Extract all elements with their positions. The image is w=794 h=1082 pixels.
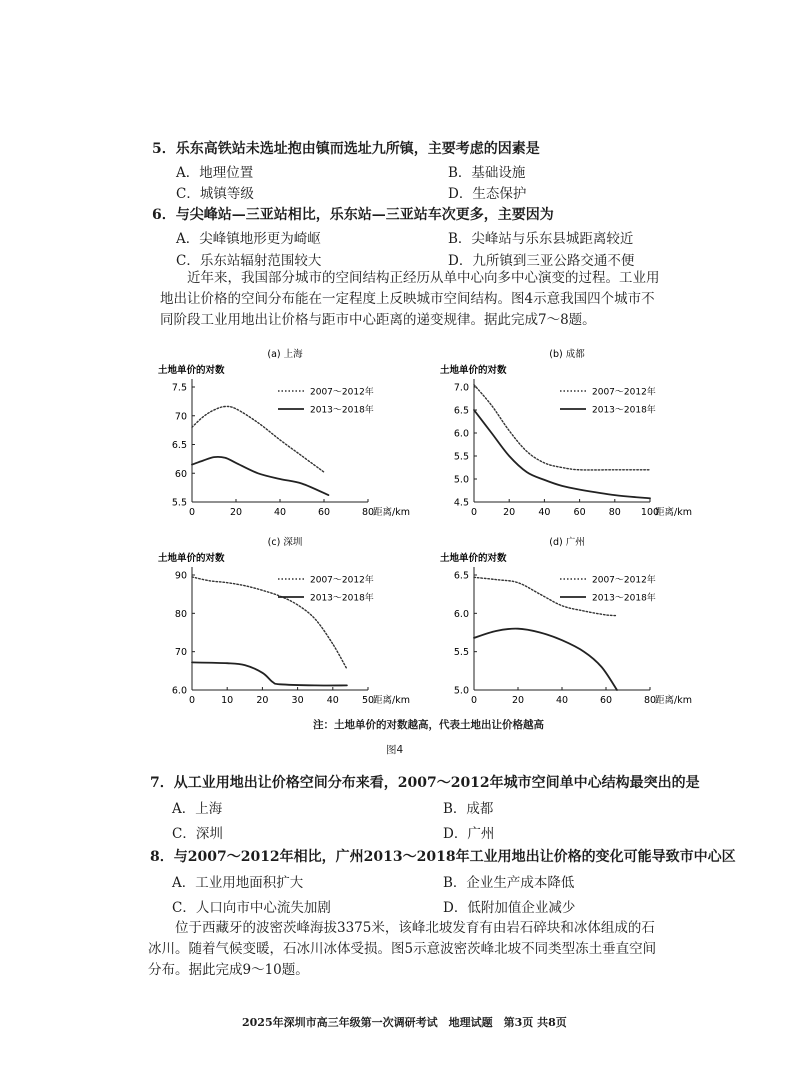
question-5-option-b: B．基础设施 [448,165,526,181]
legend-label-1: 2007～2012年 [592,387,656,398]
x-tick-label: 20 [256,695,269,706]
chart-title: (a) 上海 [267,349,303,360]
y-tick-label: 5.0 [453,685,469,697]
y-tick-label: 70 [174,647,187,659]
legend-label-2: 2013～2018年 [310,593,374,604]
x-tick-label: 100 [640,507,660,518]
x-axis-label: 距离/km [373,695,410,706]
question-6-option-d: D．九所镇到三亚公路交通不便 [448,253,635,269]
x-axis-label: 距离/km [655,507,692,518]
y-tick-label: 6.0 [453,428,469,440]
x-tick-label: 80 [608,507,621,518]
legend-label-2: 2013～2018年 [592,405,656,416]
y-axis-label: 土地单价的对数 [440,365,507,376]
x-tick-label: 80 [361,507,375,518]
x-tick-label: 10 [221,695,234,706]
x-tick-label: 60 [317,507,331,518]
legend-label-1: 2007～2012年 [310,575,374,586]
y-tick-label: 6.5 [171,440,187,451]
question-8-stem: 8．与2007～2012年相比，广州2013～2018年工业用地出让价格的变化可能导致市中心区 [150,849,736,865]
question-8-option-c: C．人口向市中心流失加剧 [172,900,331,916]
y-tick-label: 5.0 [453,474,469,486]
legend-label-1: 2007～2012年 [310,387,374,398]
x-tick-label: 40 [555,695,569,706]
x-tick-label: 0 [470,507,478,518]
x-tick-label: 0 [188,507,196,518]
chart-title: (b) 成都 [549,349,585,360]
series-line-2 [192,457,328,495]
question-5-stem: 5．乐东高铁站未选址抱由镇而选址九所镇，主要考虑的因素是 [152,141,540,157]
y-tick-label: 4.5 [453,497,469,509]
chart-title: (c) 深圳 [267,537,303,548]
series-line-2 [474,629,617,690]
x-tick-label: 40 [273,507,287,518]
x-tick-label: 20 [503,507,516,518]
x-tick-label: 60 [599,695,613,706]
x-axis-label: 距离/km [655,695,692,706]
y-tick-label: 80 [174,608,187,620]
x-tick-label: 0 [188,695,196,706]
y-tick-label: 70 [174,411,187,423]
question-6-option-b: B．尖峰站与乐东县城距离较近 [448,231,634,247]
x-tick-label: 0 [470,695,478,706]
question-6-option-a: A．尖峰镇地形更为崎岖 [176,231,321,247]
x-tick-label: 40 [326,695,339,706]
y-tick-label: 90 [174,570,187,582]
series-line-1 [192,577,347,669]
figure-note: 注：土地单价的对数越高，代表土地出让价格越高 [313,719,544,731]
chart-title: (d) 广州 [549,537,585,548]
y-tick-label: 5.5 [171,497,187,509]
x-tick-label: 80 [643,695,657,706]
question-7-stem: 7．从工业用地出让价格空间分布来看，2007～2012年城市空间单中心结构最突出的是 [150,775,700,791]
question-6-stem: 6．与尖峰站—三亚站相比，乐东站—三亚站车次更多，主要因为 [152,207,554,223]
chart-chengdu [432,345,702,534]
page-footer: 2025年深圳市高三年级第一次调研考试 地理试题 第3页 共8页 [242,1016,567,1029]
question-5-option-a: A．地理位置 [176,165,254,181]
context-paragraph-1: 近年来，我国部分城市的空间结构正经历从单中心向多中心演变的过程。工业用地出让价格的空间分布能在一定程度上反映城市空间结构。图4示意我国四个城市不同阶段工业用地出让价格与距市中心距离的递变规律。据此完成7～8题。 [160,270,660,328]
y-tick-label: 6.5 [453,570,469,582]
question-8-option-b: B．企业生产成本降低 [443,875,575,891]
question-6-option-c: C．乐东站辐射范围较大 [176,253,322,269]
question-7-option-a: A．上海 [172,801,223,817]
chart-svg [150,345,420,530]
y-tick-label: 6.0 [171,685,187,697]
y-tick-label: 6.5 [453,405,469,417]
figure-label: 图4 [386,744,404,756]
y-tick-label: 6.0 [453,608,469,620]
x-tick-label: 60 [573,507,586,518]
chart-shanghai [150,345,420,534]
y-tick-label: 60 [174,468,187,480]
chart-svg [150,533,420,718]
question-5-option-c: C．城镇等级 [176,186,254,202]
x-tick-label: 40 [538,507,551,518]
y-axis-label: 土地单价的对数 [158,553,225,564]
x-tick-label: 50 [361,695,375,706]
question-5-option-d: D．生态保护 [448,186,527,202]
chart-shenzhen [150,533,420,722]
series-line-1 [192,406,324,472]
legend-label-1: 2007～2012年 [592,575,656,586]
y-axis-label: 土地单价的对数 [158,365,225,376]
y-tick-label: 5.5 [453,647,469,659]
series-line-2 [474,410,650,498]
legend-label-2: 2013～2018年 [592,593,656,604]
context-paragraph-2: 位于西藏牙的波密茨峰海拔3375米，该峰北坡发育有由岩石碎块和冰体组成的石冰川。随着气候变暖，石冰川冰体受损。图5示意波密茨峰北坡不同类型冻土垂直空间分布。据此完成9～10题。 [148,920,657,978]
x-tick-label: 20 [229,507,243,518]
legend-label-2: 2013～2018年 [310,405,374,416]
question-7-option-b: B．成都 [443,801,494,817]
y-tick-label: 5.5 [453,451,469,463]
series-line-2 [192,662,347,685]
question-8-option-a: A．工业用地面积扩大 [172,875,304,891]
x-axis-label: 距离/km [373,507,410,518]
chart-guangzhou [432,533,702,722]
question-8-option-d: D．低附加值企业减少 [443,900,576,916]
y-tick-label: 7.5 [171,382,187,394]
y-tick-label: 7.0 [453,382,469,394]
question-7-option-d: D．广州 [443,826,495,842]
chart-svg [432,533,702,718]
x-tick-label: 30 [291,695,304,706]
question-7-option-c: C．深圳 [172,826,223,842]
x-tick-label: 20 [511,695,525,706]
chart-svg [432,345,702,530]
y-axis-label: 土地单价的对数 [440,553,507,564]
